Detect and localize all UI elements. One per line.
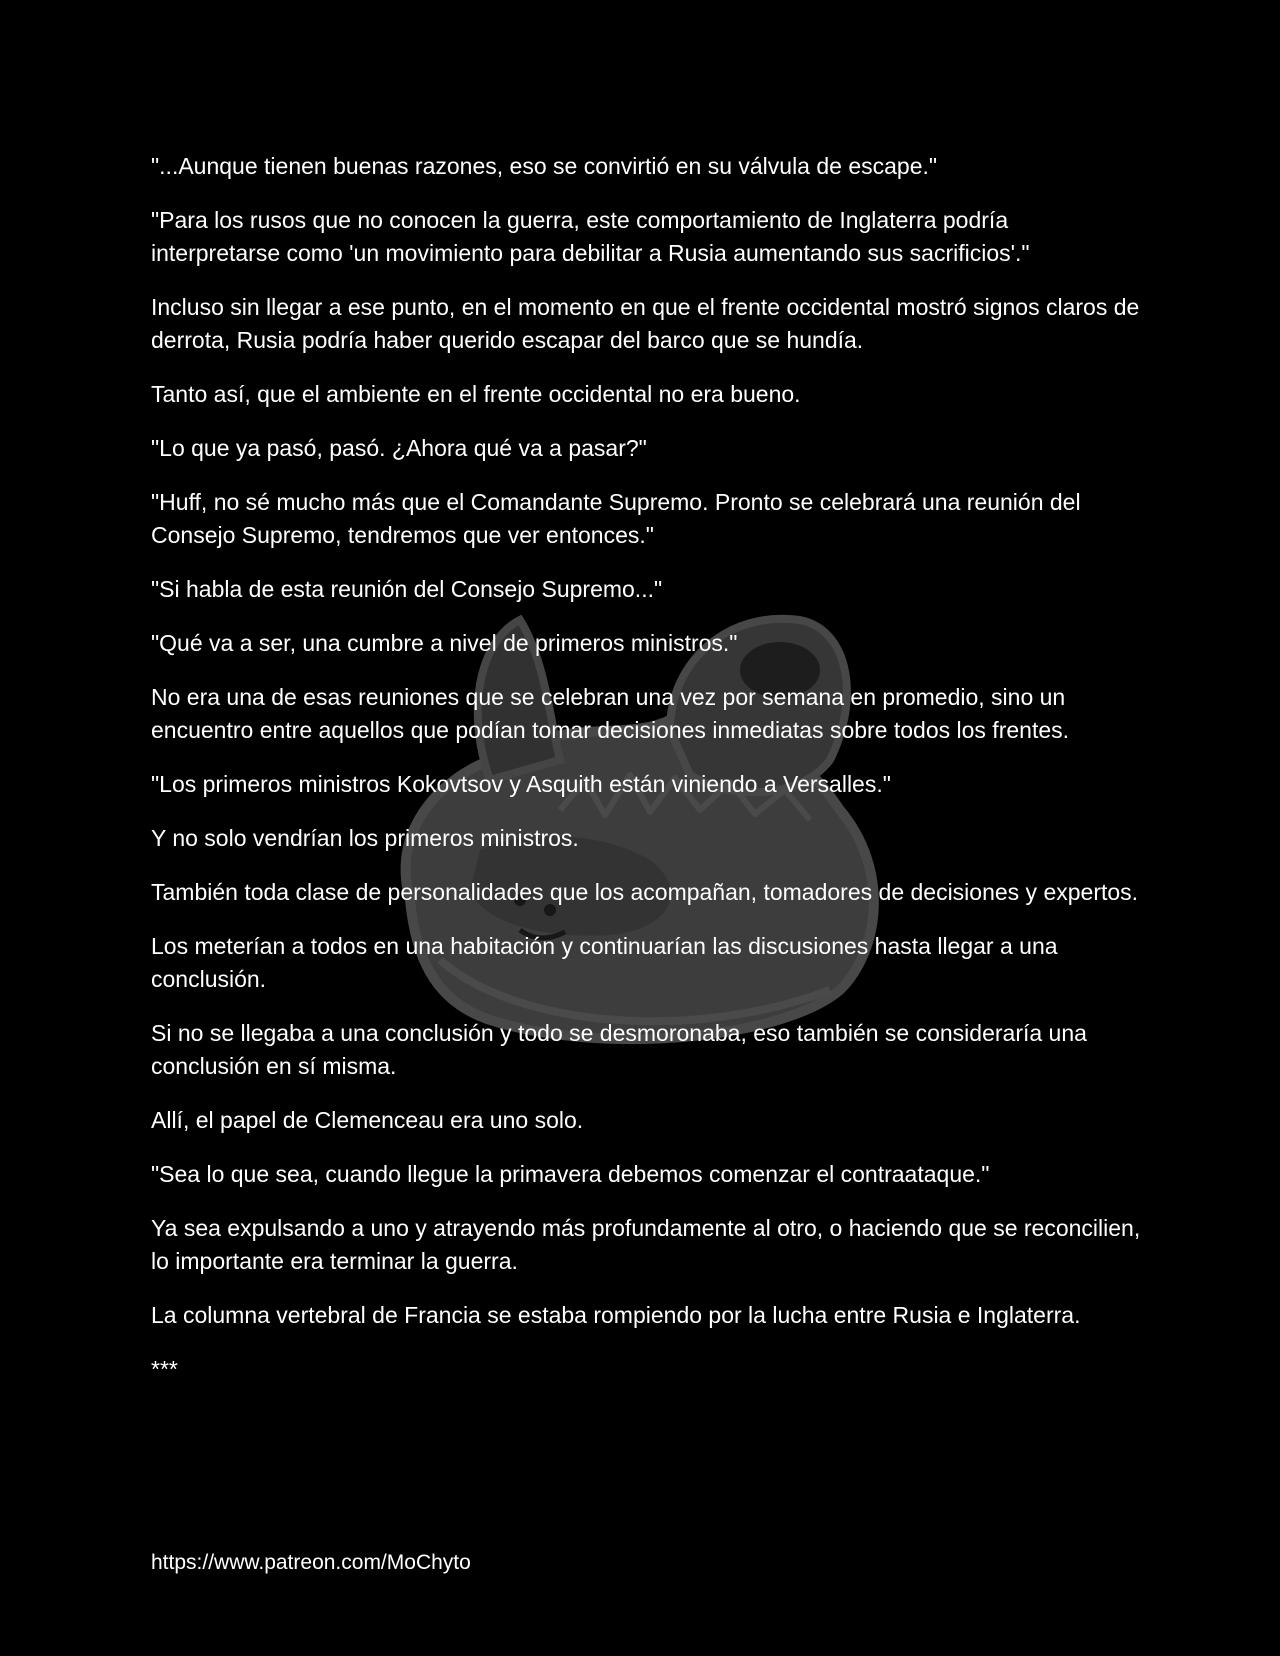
paragraph: "Huff, no sé mucho más que el Comandante Supremo. Pronto se celebrará una reunión del Consejo Supremo, tendremos que ver entonces."	[151, 489, 1081, 548]
paragraph: Los meterían a todos en una habitación y continuarían las discusiones hasta llegar a una conclusión.	[151, 933, 1058, 992]
paragraph: Allí, el papel de Clemenceau era uno solo.	[151, 1107, 584, 1133]
paragraph: "Para los rusos que no conocen la guerra, este comportamiento de Inglaterra podría interpretarse como 'un movimiento para debilitar a Rusia aumentando sus sacrificios'."	[151, 207, 1030, 266]
paragraph: "Lo que ya pasó, pasó. ¿Ahora qué va a pasar?"	[151, 435, 647, 461]
paragraph: "Los primeros ministros Kokovtsov y Asquith están viniendo a Versalles."	[151, 771, 891, 797]
paragraph: "Sea lo que sea, cuando llegue la primavera debemos comenzar el contraataque."	[151, 1161, 990, 1187]
patreon-link[interactable]: https://www.patreon.com/MoChyto	[151, 1551, 471, 1574]
paragraph: "Qué va a ser, una cumbre a nivel de primeros ministros."	[151, 630, 738, 656]
paragraph: Ya sea expulsando a uno y atrayendo más profundamente al otro, o haciendo que se reconcilien, lo importante era terminar la guerra.	[151, 1215, 1141, 1274]
paragraph: "Si habla de esta reunión del Consejo Supremo..."	[151, 576, 663, 602]
chapter-text	[151, 150, 1141, 1407]
paragraph: Incluso sin llegar a ese punto, en el momento en que el frente occidental mostró signos claros de derrota, Rusia podría haber querido escapar del barco que se hundía.	[151, 294, 1140, 353]
paragraph: "...Aunque tienen buenas razones, eso se convirtió en su válvula de escape."	[151, 153, 938, 179]
paragraph: Tanto así, que el ambiente en el frente occidental no era bueno.	[151, 381, 801, 407]
paragraph: Y no solo vendrían los primeros ministros.	[151, 825, 579, 851]
scene-break: ***	[151, 1356, 178, 1382]
paragraph: Si no se llegaba a una conclusión y todo se desmoronaba, eso también se consideraría una conclusión en sí misma.	[151, 1020, 1087, 1079]
paragraph: También toda clase de personalidades que los acompañan, tomadores de decisiones y expertos.	[151, 879, 1139, 905]
paragraph: No era una de esas reuniones que se celebran una vez por semana en promedio, sino un encuentro entre aquellos que podían tomar decisiones inmediatas sobre todos los frentes.	[151, 684, 1070, 743]
paragraph: La columna vertebral de Francia se estaba rompiendo por la lucha entre Rusia e Inglaterra.	[151, 1302, 1081, 1328]
